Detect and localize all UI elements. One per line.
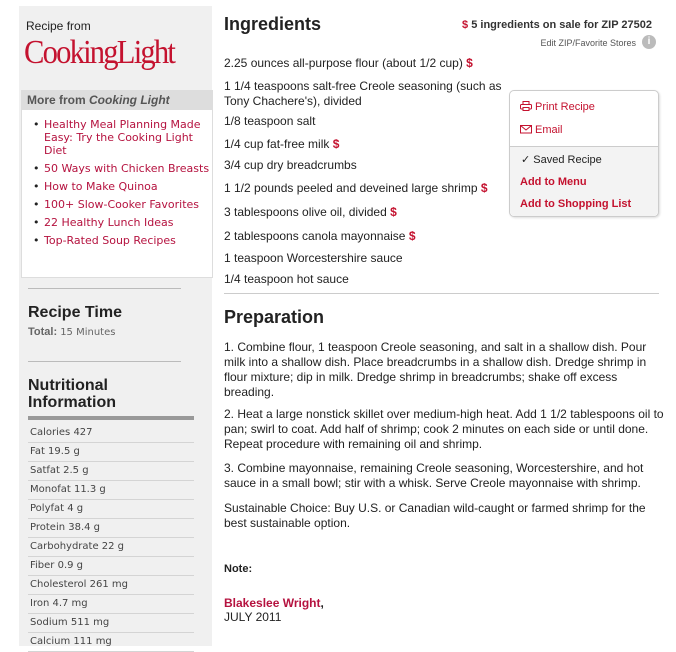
popup-top-section [510,91,658,147]
add-to-menu-button[interactable]: Add to Menu [520,176,587,188]
envelope-icon [520,124,532,134]
section-divider [224,293,659,294]
ingredient-text: 1/4 cup fat-free milk [224,137,330,151]
nutrition-row: Satfat 2.5 g [28,462,194,481]
ingredient-item [224,229,416,244]
preparation-step: 3. Combine mayonnaise, remaining Creole seasoning, Worcestershire, and hot sauce in a small bowl; stir with a whisk. Serve Creole mayonnaise with shrimp. [224,461,644,490]
recipe-actions-popup [509,90,659,217]
more-from-header [22,91,212,110]
ingredient-item [224,205,397,220]
ingredients-title: Ingredients [224,14,322,34]
author-link[interactable]: Blakeslee Wright [224,596,321,610]
preparation-step: 2. Heat a large nonstick skillet over medium-high heat. Add 1 1/2 tablespoons oil to pan; swirl to coat. Add half of shrimp; cook 2 minutes on each side or until done. Repeat procedure with remaining oil and shrimp. [224,407,664,451]
ingredient-text: 2 tablespoons canola mayonnaise [224,229,406,243]
divider [28,288,181,289]
nutrition-row: Cholesterol 261 mg [28,576,194,595]
print-recipe-label: Print Recipe [535,101,595,113]
author-comma: , [320,596,324,610]
more-link-soup[interactable]: • Top-Rated Soup Recipes [44,234,212,247]
more-link-chicken[interactable]: • 50 Ways with Chicken Breasts [44,162,212,175]
cooking-light-logo[interactable]: CookingLight [24,34,175,71]
edit-zip-link[interactable]: Edit ZIP/Favorite Stores [540,38,636,48]
nutrition-rule [28,416,194,420]
nutrition-row: Sodium 511 mg [28,614,194,633]
ingredient-text: 2.25 ounces all-purpose flour (about 1/2 cup) [224,56,463,70]
ingredient-text: 3 tablespoons olive oil, divided [224,205,387,219]
nutrition-row: Calories 427 [28,424,194,443]
more-from-brand: Cooking Light [89,93,170,107]
info-icon[interactable]: i [642,35,656,49]
total-value: 15 Minutes [60,327,116,338]
sale-notice[interactable] [462,19,652,31]
preparation-step: Sustainable Choice: Buy U.S. or Canadian wild-caught or farmed shrimp for the best sustainable option. [224,501,646,530]
ingredient-text: 1 1/2 pounds peeled and deveined large shrimp [224,181,478,195]
ingredient-item [224,181,488,196]
nutrition-row: Iron 4.7 mg [28,595,194,614]
ingredient-item [224,137,339,152]
publish-date: JULY 2011 [224,610,282,624]
sale-dollar-icon[interactable]: $ [390,205,397,219]
more-link-lunch[interactable]: • 22 Healthy Lunch Ideas [44,216,212,229]
more-link-meal-planning[interactable]: • Healthy Meal Planning Made Easy: Try the Cooking Light Diet [44,118,212,157]
author-block [224,596,324,624]
email-button[interactable] [520,124,563,136]
note-label: Note: [224,563,253,575]
preparation-title: Preparation [224,307,325,327]
print-recipe-button[interactable] [520,101,595,113]
sale-dollar-icon: $ [462,19,469,31]
ingredient-text: 1/4 teaspoon hot sauce [224,272,349,286]
nutrition-row: Polyfat 4 g [28,500,194,519]
divider [28,361,181,362]
add-to-shopping-list-button[interactable]: Add to Shopping List [520,198,632,210]
more-link-slow-cooker[interactable]: • 100+ Slow-Cooker Favorites [44,198,212,211]
more-from-prefix: More from [27,93,90,107]
ingredient-item [224,251,403,266]
recipe-time-title: Recipe Time [28,304,122,321]
ingredient-text: 1 teaspoon Worcestershire sauce [224,251,403,265]
total-label: Total: [28,326,58,338]
ingredient-item [224,158,357,173]
ingredient-text: 3/4 cup dry breadcrumbs [224,158,357,172]
nutrition-list [28,424,194,652]
sale-dollar-icon[interactable]: $ [408,229,416,243]
ingredient-item [224,272,349,287]
sidebar [19,6,212,646]
saved-recipe-label: Saved Recipe [533,154,602,166]
ingredient-item [224,114,315,129]
recipe-time-total [28,326,115,338]
sale-dollar-icon[interactable]: $ [332,137,340,151]
sale-dollar-icon[interactable]: $ [480,181,488,195]
email-label: Email [535,124,563,136]
ingredient-item [224,79,514,109]
ingredient-item [224,56,473,71]
printer-icon [520,101,532,111]
checkmark-icon: ✓ [521,154,531,166]
nutrition-row: Carbohydrate 22 g [28,538,194,557]
nutrition-title: Nutritional Information [28,377,116,411]
ingredient-text: 1/8 teaspoon salt [224,114,316,128]
sale-text: 5 ingredients on sale for ZIP 27502 [471,19,652,31]
nutrition-row: Calcium 111 mg [28,633,194,652]
ingredient-text: 1 1/4 teaspoons salt-free Creole seasoning (such as Tony Chachere's), divided [224,79,502,108]
more-link-quinoa[interactable]: • How to Make Quinoa [44,180,212,193]
preparation-step: 1. Combine flour, 1 teaspoon Creole seasoning, and salt in a shallow dish. Pour milk into a shallow dish. Place breadcrumbs in a shallow dish. Dredge shrimp in flour mixture; dip in milk. Dredge shrimp in breadcrumbs; shake off excess breading. [224,340,647,399]
nutrition-row: Monofat 11.3 g [28,481,194,500]
nutrition-row: Fiber 0.9 g [28,557,194,576]
more-links-list [22,118,212,247]
saved-recipe-status[interactable] [521,153,602,166]
nutrition-row: Fat 19.5 g [28,443,194,462]
more-from-box [21,90,213,278]
recipe-from-label: Recipe from [26,19,91,33]
nutrition-row: Protein 38.4 g [28,519,194,538]
sale-dollar-icon[interactable]: $ [466,56,473,70]
